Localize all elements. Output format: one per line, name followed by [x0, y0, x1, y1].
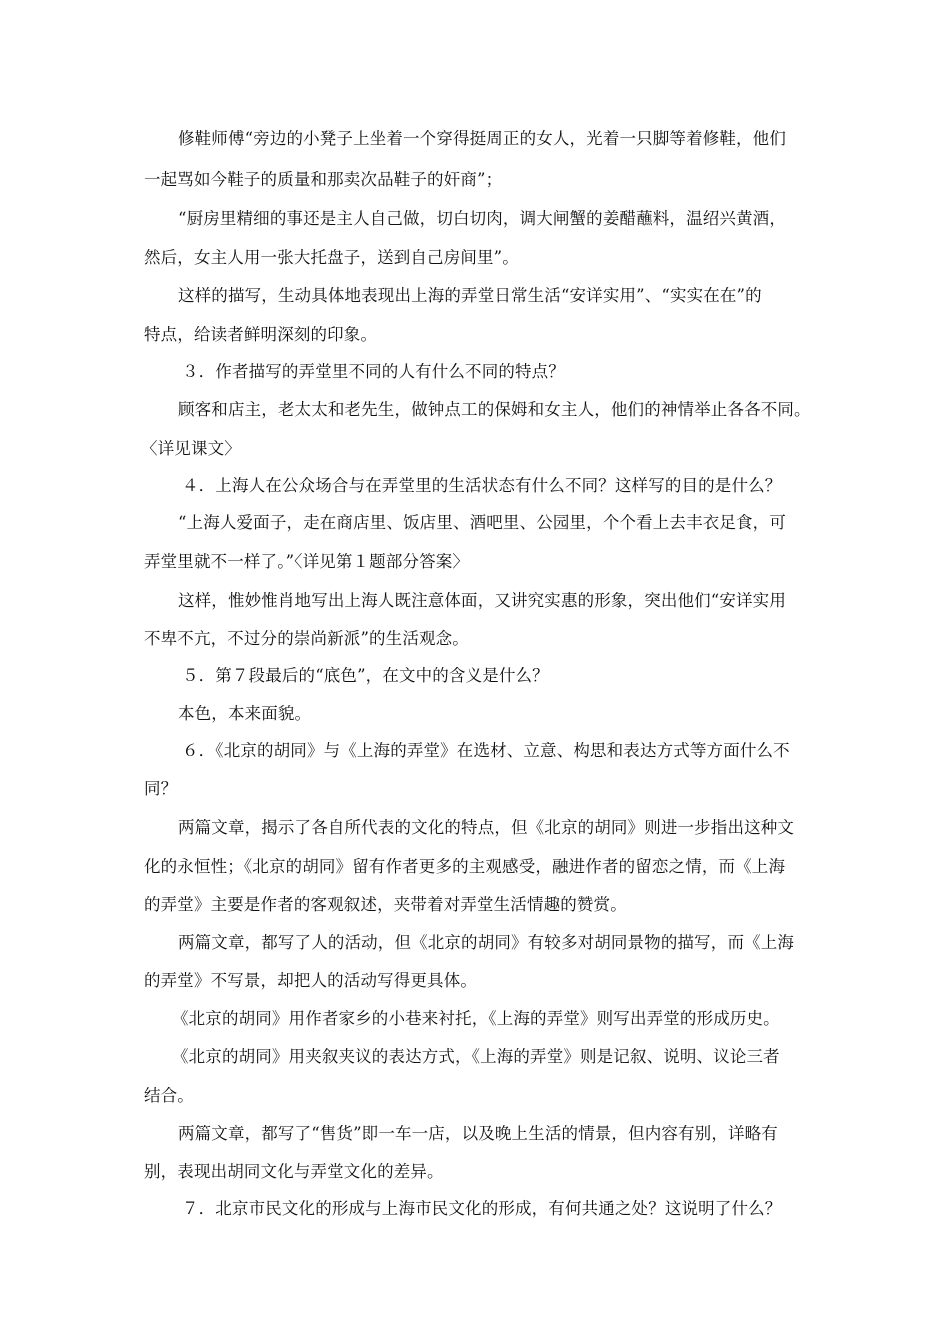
- question-line: ７．北京市民文化的形成与上海市民文化的形成，有何共通之处？这说明了什么？: [182, 1199, 782, 1218]
- paragraph-line: “上海人爱面子，走在商店里、饭店里、酒吧里、公园里，个个看上去丰衣足食，可: [178, 513, 786, 532]
- paragraph-line: 一起骂如今鞋子的质量和那卖次品鞋子的奸商”；: [144, 170, 503, 189]
- paragraph-line: 然后，女主人用一张大托盘子，送到自己房间里”。: [144, 248, 519, 267]
- question-line: ６．《北京的胡同》与《上海的弄堂》在选材、立意、构思和表达方式等方面什么不: [182, 741, 790, 760]
- question-line: ３．作者描写的弄堂里不同的人有什么不同的特点？: [182, 362, 565, 381]
- paragraph-line: 修鞋师傅“旁边的小凳子上坐着一个穿得挺周正的女人，光着一只脚等着修鞋，他们: [178, 129, 786, 148]
- paragraph-line: “厨房里精细的事还是主人自己做，切白切肉，调大闸蟹的姜醋蘸料，温绍兴黄酒，: [178, 209, 786, 228]
- paragraph-line: 两篇文章，都写了人的活动，但《北京的胡同》有较多对胡同景物的描写，而《上海: [178, 933, 795, 952]
- paragraph-line: 结合。: [144, 1086, 194, 1105]
- paragraph-line: 的弄堂》不写景，却把人的活动写得更具体。: [144, 971, 477, 990]
- question-line: ５．第７段最后的“底色”，在文中的含义是什么？: [182, 666, 549, 685]
- paragraph-line: 两篇文章，揭示了各自所代表的文化的特点，但《北京的胡同》则进一步指出这种文: [178, 818, 795, 837]
- paragraph-line: 弄堂里就不一样了。”〈详见第１题部分答案〉: [144, 552, 470, 571]
- paragraph-line: 同？: [144, 779, 178, 798]
- paragraph-line: 这样的描写，生动具体地表现出上海的弄堂日常生活“安详实用”、“实实在在”的: [178, 286, 762, 305]
- paragraph-line: 这样，惟妙惟肖地写出上海人既注意体面，又讲究实惠的形象，突出他们“安详实用: [178, 591, 786, 610]
- paragraph-line: 别，表现出胡同文化与弄堂文化的差异。: [144, 1162, 444, 1181]
- paragraph-line: 化的永恒性；《北京的胡同》留有作者更多的主观感受，融进作者的留恋之情，而《上海: [144, 857, 786, 876]
- paragraph-line: 本色，本来面貌。: [178, 704, 312, 723]
- paragraph-line: 不卑不亢，不过分的崇尚新派”的生活观念。: [144, 629, 469, 648]
- paragraph-line: 特点，给读者鲜明深刻的印象。: [144, 325, 378, 344]
- paragraph-line: 的弄堂》主要是作者的客观叙述，夹带着对弄堂生活情趣的赞赏。: [144, 895, 627, 914]
- paragraph-line: 两篇文章，都写了“售货”即一车一店，以及晚上生活的情景，但内容有别，详略有: [178, 1124, 778, 1143]
- paragraph-line: 《北京的胡同》用作者家乡的小巷来衬托，《上海的弄堂》则写出弄堂的形成历史。: [172, 1009, 780, 1028]
- question-line: ４．上海人在公众场合与在弄堂里的生活状态有什么不同？这样写的目的是什么？: [182, 476, 782, 495]
- paragraph-line: 《北京的胡同》用夹叙夹议的表达方式，《上海的弄堂》则是记叙、说明、议论三者: [172, 1047, 780, 1066]
- paragraph-line: 〈详见课文〉: [141, 439, 241, 458]
- paragraph-line: 顾客和店主，老太太和老先生，做钟点工的保姆和女主人，他们的神情举止各各不同。: [178, 400, 811, 419]
